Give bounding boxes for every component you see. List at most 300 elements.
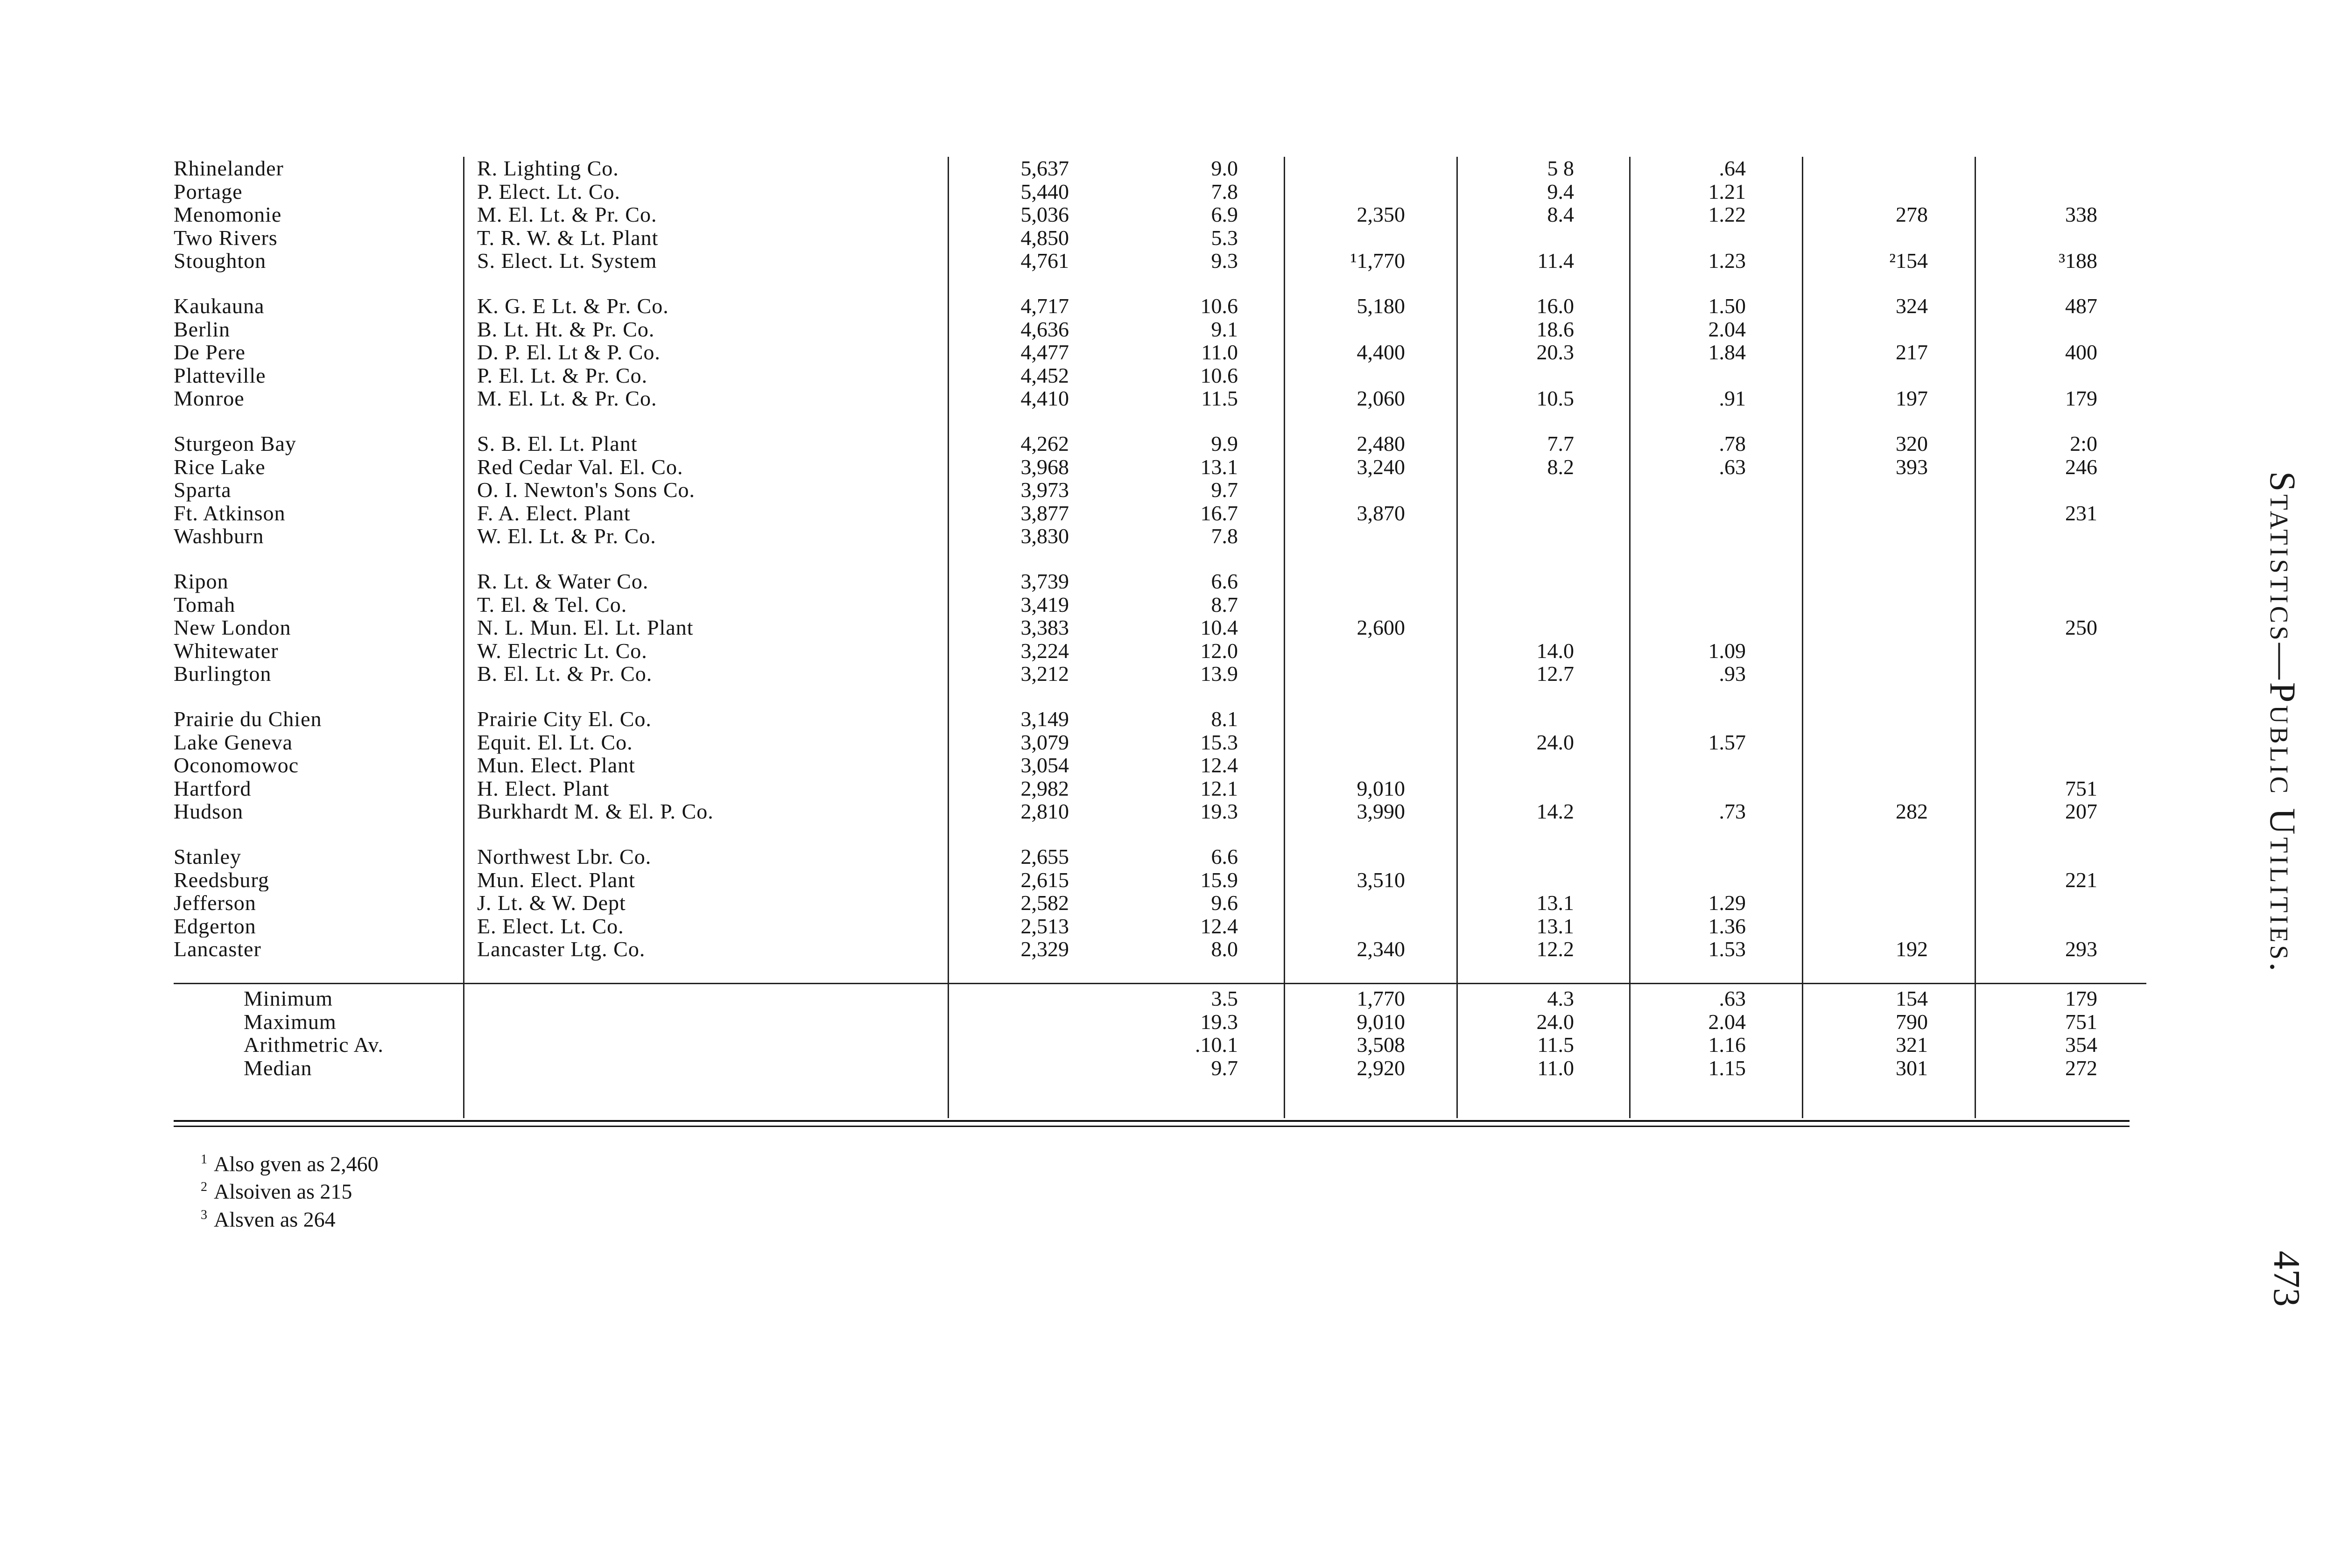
table-row — [174, 593, 2146, 616]
population-cell: 4,477 — [1020, 341, 1069, 364]
value-cell: 14.2 — [1536, 800, 1574, 823]
value-cell — [1629, 754, 1802, 777]
value-cell: 12.1 — [1200, 777, 1238, 800]
utilities-table — [174, 157, 2146, 1079]
population-cell: 4,410 — [1020, 387, 1069, 410]
value-cell — [1629, 593, 1802, 616]
table-row — [174, 478, 2146, 502]
value-cell: 400 — [2065, 341, 2097, 364]
value-cell: 8.0 — [1211, 938, 1238, 961]
value-cell: 5,180 — [1357, 294, 1405, 318]
value-cell: 9.1 — [1211, 317, 1238, 341]
value-cell: 7.8 — [1211, 180, 1238, 203]
footnote-text: Alsven as 264 — [214, 1207, 336, 1231]
summary-value: 154 — [1896, 987, 1928, 1010]
city-cell: Prairie du Chien — [174, 707, 322, 731]
summary-value: 1.16 — [1708, 1033, 1746, 1057]
summary-value: 24.0 — [1536, 1010, 1574, 1034]
rule-line — [174, 1126, 2130, 1127]
population-cell: 3,973 — [1020, 478, 1069, 502]
value-cell: 8.2 — [1547, 455, 1574, 479]
value-cell — [1975, 157, 2146, 180]
city-cell: Burlington — [174, 662, 272, 686]
city-cell: Stanley — [174, 845, 241, 868]
city-cell: Two Rivers — [174, 226, 278, 250]
column-rule — [1975, 157, 1976, 1118]
company-cell: T. R. W. & Lt. Plant — [477, 226, 659, 250]
footnotes — [201, 1148, 379, 1231]
value-cell: 11.0 — [1201, 341, 1238, 364]
company-cell: Northwest Lbr. Co. — [477, 845, 652, 868]
company-cell: P. Elect. Lt. Co. — [477, 180, 621, 203]
table-group — [174, 707, 2146, 823]
company-cell: Mun. Elect. Plant — [477, 754, 635, 777]
population-cell: 3,877 — [1020, 501, 1069, 525]
value-cell — [1629, 570, 1802, 593]
summary-block — [174, 983, 2146, 1079]
summary-value: 1,770 — [1357, 987, 1405, 1010]
summary-value: 3.5 — [1211, 987, 1238, 1010]
population-cell: 4,262 — [1020, 432, 1069, 455]
company-cell: Mun. Elect. Plant — [477, 868, 635, 892]
value-cell: .93 — [1719, 662, 1746, 686]
value-cell — [1975, 318, 2146, 341]
table-group — [174, 157, 2146, 273]
population-cell: 5,036 — [1020, 203, 1069, 226]
value-cell — [1975, 845, 2146, 868]
value-cell: ²154 — [1889, 249, 1928, 273]
value-cell: 11.4 — [1537, 249, 1574, 273]
value-cell — [1975, 226, 2146, 250]
summary-value: 272 — [2065, 1056, 2097, 1080]
company-cell: B. Lt. Ht. & Pr. Co. — [477, 317, 655, 341]
table-group — [174, 294, 2146, 410]
value-cell: 16.0 — [1536, 294, 1574, 318]
footnote-text: Also gven as 2,460 — [214, 1152, 379, 1176]
population-cell: 4,636 — [1020, 317, 1069, 341]
value-cell — [1802, 639, 1975, 663]
value-cell: 1.50 — [1708, 294, 1746, 318]
value-cell — [1284, 891, 1456, 915]
value-cell: 278 — [1896, 203, 1928, 226]
footnote — [201, 1176, 379, 1203]
value-cell — [1456, 478, 1629, 502]
value-cell: 338 — [2065, 203, 2097, 226]
value-cell: 13.1 — [1536, 914, 1574, 938]
table-row — [174, 616, 2146, 639]
value-cell: 192 — [1896, 938, 1928, 961]
value-cell — [1802, 754, 1975, 777]
value-cell: .63 — [1719, 455, 1746, 479]
summary-row — [174, 1010, 2146, 1034]
value-cell: 197 — [1896, 387, 1928, 410]
value-cell — [1629, 478, 1802, 502]
table-row — [174, 226, 2146, 250]
value-cell: 3,990 — [1357, 800, 1405, 823]
value-cell — [1284, 478, 1456, 502]
company-cell: E. Elect. Lt. Co. — [477, 914, 624, 938]
value-cell: 207 — [2065, 800, 2097, 823]
value-cell: .91 — [1719, 387, 1746, 410]
value-cell — [1456, 707, 1629, 731]
table-row — [174, 891, 2146, 915]
value-cell: 5 8 — [1547, 157, 1574, 180]
city-cell: Rhinelander — [174, 157, 284, 180]
value-cell: 11.5 — [1201, 387, 1238, 410]
summary-value: 2.04 — [1708, 1010, 1746, 1034]
value-cell — [1975, 662, 2146, 686]
value-cell — [1456, 616, 1629, 639]
value-cell — [1284, 662, 1456, 686]
city-cell: Rice Lake — [174, 455, 266, 479]
summary-value: .10.1 — [1195, 1033, 1238, 1057]
table-row — [174, 432, 2146, 455]
value-cell: 1.23 — [1708, 249, 1746, 273]
population-cell: 2,615 — [1020, 868, 1069, 892]
company-cell: D. P. El. Lt & P. Co. — [477, 341, 661, 364]
value-cell: 10.4 — [1200, 616, 1238, 639]
value-cell: 393 — [1896, 455, 1928, 479]
city-cell: Sturgeon Bay — [174, 432, 296, 455]
value-cell — [1975, 915, 2146, 938]
table-row — [174, 754, 2146, 777]
value-cell: 15.3 — [1200, 730, 1238, 754]
city-cell: Washburn — [174, 525, 264, 548]
value-cell — [1456, 777, 1629, 800]
value-cell: 2,480 — [1357, 432, 1405, 455]
summary-spacer — [948, 1057, 1097, 1080]
footnote-mark: 2 — [201, 1180, 207, 1195]
value-cell: 751 — [2065, 777, 2097, 800]
value-cell — [1284, 639, 1456, 663]
city-cell: Kaukauna — [174, 294, 265, 318]
population-cell: 3,079 — [1020, 730, 1069, 754]
table-row — [174, 525, 2146, 548]
value-cell — [1284, 364, 1456, 387]
summary-value: 4.3 — [1547, 987, 1574, 1010]
city-cell: De Pere — [174, 341, 246, 364]
table-body — [174, 157, 2146, 961]
summary-value: 2,920 — [1357, 1056, 1405, 1080]
company-cell: M. El. Lt. & Pr. Co. — [477, 203, 657, 226]
summary-value: 354 — [2065, 1033, 2097, 1057]
value-cell — [1802, 868, 1975, 892]
value-cell: 9.7 — [1211, 478, 1238, 502]
value-cell: 2,350 — [1357, 203, 1405, 226]
city-cell: Ripon — [174, 570, 229, 593]
city-cell: Whitewater — [174, 639, 279, 663]
value-cell — [1802, 226, 1975, 250]
table-group — [174, 570, 2146, 686]
value-cell — [1802, 478, 1975, 502]
table-row — [174, 249, 2146, 273]
value-cell — [1284, 731, 1456, 754]
value-cell: 8.4 — [1547, 203, 1574, 226]
footnote-mark: 1 — [201, 1152, 207, 1167]
value-cell: 1.29 — [1708, 891, 1746, 915]
summary-label: Maximum — [244, 1010, 337, 1034]
footnote-text: Alsoiven as 215 — [214, 1179, 352, 1204]
summary-label: Arithmetric Av. — [244, 1033, 384, 1057]
value-cell: 2,340 — [1357, 938, 1405, 961]
value-cell: 13.9 — [1200, 662, 1238, 686]
population-cell: 3,212 — [1020, 662, 1069, 686]
company-cell: S. Elect. Lt. System — [477, 249, 657, 273]
company-cell: Prairie City El. Co. — [477, 707, 652, 731]
table-row — [174, 364, 2146, 387]
company-cell: N. L. Mun. El. Lt. Plant — [477, 616, 694, 639]
city-cell: Hudson — [174, 800, 244, 823]
city-cell: Oconomowoc — [174, 754, 299, 777]
value-cell: 12.7 — [1536, 662, 1574, 686]
column-rule — [948, 157, 949, 1118]
company-cell: R. Lt. & Water Co. — [477, 570, 649, 593]
value-cell: 282 — [1896, 800, 1928, 823]
table-row — [174, 318, 2146, 341]
value-cell: 1.84 — [1708, 341, 1746, 364]
summary-value: 301 — [1896, 1056, 1928, 1080]
value-cell — [1802, 707, 1975, 731]
table-group — [174, 432, 2146, 548]
value-cell: 293 — [2065, 938, 2097, 961]
summary-value: 179 — [2065, 987, 2097, 1010]
value-cell: 246 — [2065, 455, 2097, 479]
population-cell: 3,419 — [1020, 593, 1069, 616]
column-rule — [1802, 157, 1803, 1118]
value-cell: 3,240 — [1357, 455, 1405, 479]
value-cell: .73 — [1719, 800, 1746, 823]
population-cell: 3,383 — [1020, 616, 1069, 639]
table-row — [174, 868, 2146, 892]
rule-line — [174, 1120, 2130, 1122]
value-cell — [1975, 180, 2146, 203]
value-cell: 2.04 — [1708, 317, 1746, 341]
value-cell — [1802, 616, 1975, 639]
value-cell — [1975, 754, 2146, 777]
table-row — [174, 845, 2146, 868]
population-cell: 3,968 — [1020, 455, 1069, 479]
value-cell — [1975, 593, 2146, 616]
value-cell — [1629, 364, 1802, 387]
value-cell — [1456, 502, 1629, 525]
table-row — [174, 203, 2146, 226]
value-cell — [1629, 777, 1802, 800]
value-cell — [1284, 707, 1456, 731]
value-cell: 487 — [2065, 294, 2097, 318]
value-cell — [1802, 502, 1975, 525]
value-cell — [1802, 318, 1975, 341]
value-cell: 10.5 — [1536, 387, 1574, 410]
value-cell: 9.9 — [1211, 432, 1238, 455]
summary-label: Minimum — [244, 987, 333, 1010]
value-cell — [1629, 502, 1802, 525]
footnote — [201, 1204, 379, 1231]
value-cell: 24.0 — [1536, 730, 1574, 754]
table-row — [174, 662, 2146, 686]
value-cell — [1975, 707, 2146, 731]
value-cell — [1802, 364, 1975, 387]
company-cell: O. I. Newton's Sons Co. — [477, 478, 696, 502]
footnote-mark: 3 — [201, 1207, 207, 1222]
value-cell — [1456, 754, 1629, 777]
value-cell: 20.3 — [1536, 341, 1574, 364]
population-cell: 5,440 — [1020, 180, 1069, 203]
summary-row — [174, 1057, 2146, 1080]
value-cell: 12.2 — [1536, 938, 1574, 961]
value-cell: 1.36 — [1708, 914, 1746, 938]
value-cell — [1456, 570, 1629, 593]
column-rule — [1284, 157, 1285, 1118]
column-rule — [1456, 157, 1458, 1118]
value-cell: 2:0 — [2070, 432, 2097, 455]
value-cell — [1629, 845, 1802, 868]
value-cell: 9.0 — [1211, 157, 1238, 180]
value-cell: 2,600 — [1357, 616, 1405, 639]
value-cell — [1802, 731, 1975, 754]
company-cell: B. El. Lt. & Pr. Co. — [477, 662, 653, 686]
table-row — [174, 180, 2146, 203]
value-cell: 16.7 — [1200, 501, 1238, 525]
value-cell: 250 — [2065, 616, 2097, 639]
value-cell — [1802, 570, 1975, 593]
value-cell: 8.1 — [1211, 707, 1238, 731]
table-row — [174, 157, 2146, 180]
value-cell — [1975, 891, 2146, 915]
value-cell — [1456, 525, 1629, 548]
value-cell — [1802, 845, 1975, 868]
value-cell: 320 — [1896, 432, 1928, 455]
value-cell: 5.3 — [1211, 226, 1238, 250]
summary-row — [174, 987, 2146, 1010]
value-cell: 9.3 — [1211, 249, 1238, 273]
company-cell: K. G. E Lt. & Pr. Co. — [477, 294, 669, 318]
value-cell — [1975, 364, 2146, 387]
value-cell: 7.7 — [1547, 432, 1574, 455]
value-cell: 6.9 — [1211, 203, 1238, 226]
value-cell — [1284, 157, 1456, 180]
value-cell — [1284, 845, 1456, 868]
value-cell — [1802, 662, 1975, 686]
value-cell — [1802, 777, 1975, 800]
city-cell: Hartford — [174, 777, 252, 800]
company-cell: H. Elect. Plant — [477, 777, 610, 800]
company-cell: Lancaster Ltg. Co. — [477, 938, 646, 961]
table-row — [174, 707, 2146, 731]
city-cell: Stoughton — [174, 249, 267, 273]
population-cell: 2,655 — [1020, 845, 1069, 868]
table-row — [174, 341, 2146, 364]
population-cell: 3,149 — [1020, 707, 1069, 731]
value-cell: 12.4 — [1200, 914, 1238, 938]
summary-value: 321 — [1896, 1033, 1928, 1057]
value-cell — [1629, 226, 1802, 250]
summary-value: 9,010 — [1357, 1010, 1405, 1034]
value-cell: 9.4 — [1547, 180, 1574, 203]
company-cell: S. B. El. Lt. Plant — [477, 432, 638, 455]
population-cell: 4,452 — [1020, 364, 1069, 387]
value-cell: 12.0 — [1200, 639, 1238, 663]
value-cell: 324 — [1896, 294, 1928, 318]
value-cell: .64 — [1719, 157, 1746, 180]
value-cell: 13.1 — [1200, 455, 1238, 479]
company-cell: M. El. Lt. & Pr. Co. — [477, 387, 657, 410]
table-row — [174, 570, 2146, 593]
value-cell — [1802, 180, 1975, 203]
value-cell: 3,510 — [1357, 868, 1405, 892]
population-cell: 3,224 — [1020, 639, 1069, 663]
city-cell: Portage — [174, 180, 243, 203]
value-cell — [1975, 478, 2146, 502]
population-cell: 3,739 — [1020, 570, 1069, 593]
value-cell: 6.6 — [1211, 570, 1238, 593]
page-number: 473 — [2266, 1251, 2307, 1307]
value-cell: 9.6 — [1211, 891, 1238, 915]
value-cell: 14.0 — [1536, 639, 1574, 663]
value-cell: 231 — [2065, 501, 2097, 525]
city-cell: Monroe — [174, 387, 245, 410]
value-cell — [1975, 570, 2146, 593]
summary-value: 3,508 — [1357, 1033, 1405, 1057]
city-cell: New London — [174, 616, 291, 639]
city-cell: Menomonie — [174, 203, 282, 226]
table-row — [174, 800, 2146, 823]
value-cell — [1284, 318, 1456, 341]
population-cell: 2,513 — [1020, 914, 1069, 938]
value-cell — [1629, 707, 1802, 731]
value-cell — [1802, 891, 1975, 915]
value-cell: .78 — [1719, 432, 1746, 455]
value-cell — [1802, 525, 1975, 548]
summary-value: 19.3 — [1200, 1010, 1238, 1034]
value-cell: 6.6 — [1211, 845, 1238, 868]
table-row — [174, 915, 2146, 938]
company-cell: P. El. Lt. & Pr. Co. — [477, 364, 648, 387]
value-cell — [1456, 845, 1629, 868]
value-cell: 18.6 — [1536, 317, 1574, 341]
column-rule — [463, 157, 464, 1118]
value-cell: 19.3 — [1200, 800, 1238, 823]
value-cell — [1975, 639, 2146, 663]
city-cell: Edgerton — [174, 914, 256, 938]
value-cell: 1.57 — [1708, 730, 1746, 754]
value-cell: 179 — [2065, 387, 2097, 410]
value-cell — [1629, 616, 1802, 639]
summary-spacer — [948, 987, 1097, 1010]
company-cell: F. A. Elect. Plant — [477, 501, 631, 525]
population-cell: 3,830 — [1020, 525, 1069, 548]
population-cell: 2,982 — [1020, 777, 1069, 800]
city-cell: Jefferson — [174, 891, 256, 915]
value-cell: 10.6 — [1200, 364, 1238, 387]
population-cell: 3,054 — [1020, 754, 1069, 777]
value-cell — [1284, 915, 1456, 938]
city-cell: Tomah — [174, 593, 236, 616]
company-cell: R. Lighting Co. — [477, 157, 619, 180]
value-cell: 9,010 — [1357, 777, 1405, 800]
summary-label: Median — [244, 1056, 312, 1080]
population-cell: 2,329 — [1020, 938, 1069, 961]
summary-spacer — [463, 1057, 948, 1080]
value-cell: 10.6 — [1200, 294, 1238, 318]
value-cell — [1284, 180, 1456, 203]
value-cell: 15.9 — [1200, 868, 1238, 892]
company-cell: Red Cedar Val. El. Co. — [477, 455, 683, 479]
population-cell: 5,637 — [1020, 157, 1069, 180]
table-row — [174, 502, 2146, 525]
value-cell: 7.8 — [1211, 525, 1238, 548]
population-cell: 4,717 — [1020, 294, 1069, 318]
value-cell — [1629, 525, 1802, 548]
